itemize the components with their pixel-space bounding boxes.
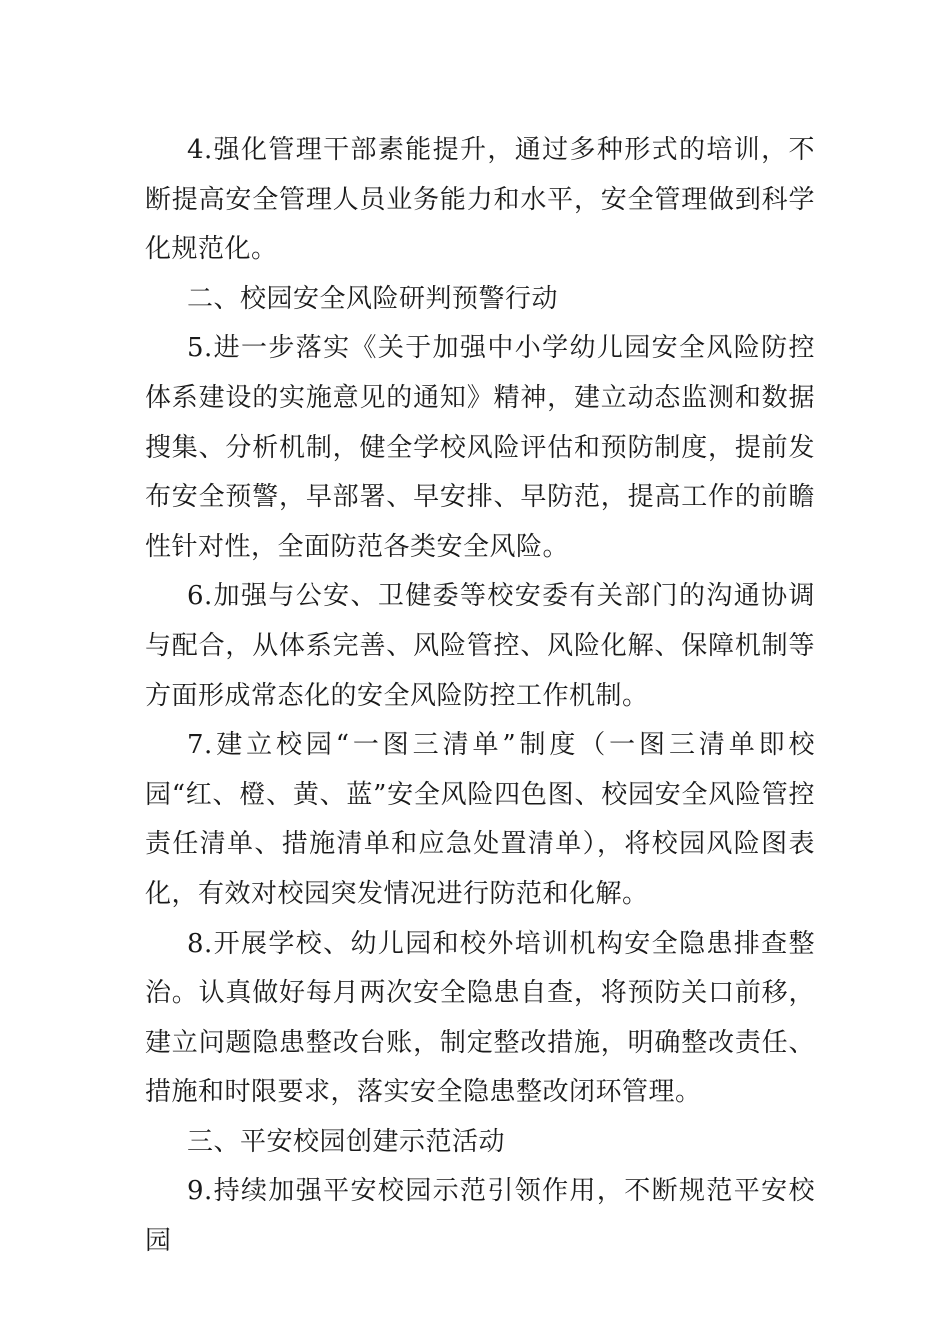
- section-heading-3: 三、平安校园创建示范活动: [187, 1126, 506, 1157]
- paragraph-6: 6.加强与公安、卫健委等校安委有关部门的沟通协调与配合，从体系完善、风险管控、风险化解、保障机制等方面形成常态化的安全风险防控工作机制。: [145, 581, 815, 711]
- section-heading-2: 二、校园安全风险研判预警行动: [187, 283, 559, 314]
- paragraph-8: 8.开展学校、幼儿园和校外培训机构安全隐患排查整治。认真做好每月两次安全隐患自查，将预防关口前移，建立问题隐患整改台账，制定整改措施，明确整改责任、措施和时限要求，落实安全隐患整改闭环管理。: [145, 928, 815, 1108]
- paragraph-5: 5.进一步落实《关于加强中小学幼儿园安全风险防控体系建设的实施意见的通知》精神，建立动态监测和数据搜集、分析机制，健全学校风险评估和预防制度，提前发布安全预警，早部署、早安排、早防范，提高工作的前瞻性针对性，全面防范各类安全风险。: [145, 333, 815, 562]
- paragraph-7: 7.建立校园“一图三清单”制度（一图三清单即校园“红、橙、黄、蓝”安全风险四色图、校园安全风险管控责任清单、措施清单和应急处置清单），将校园风险图表化，有效对校园突发情况进行防范和化解。: [145, 730, 815, 909]
- paragraph-4: 4.强化管理干部素能提升，通过多种形式的培训，不断提高安全管理人员业务能力和水平，安全管理做到科学化规范化。: [145, 135, 815, 265]
- document-body: [145, 126, 815, 1267]
- paragraph-9: 9.持续加强平安校园示范引领作用，不断规范平安校园: [145, 1176, 815, 1257]
